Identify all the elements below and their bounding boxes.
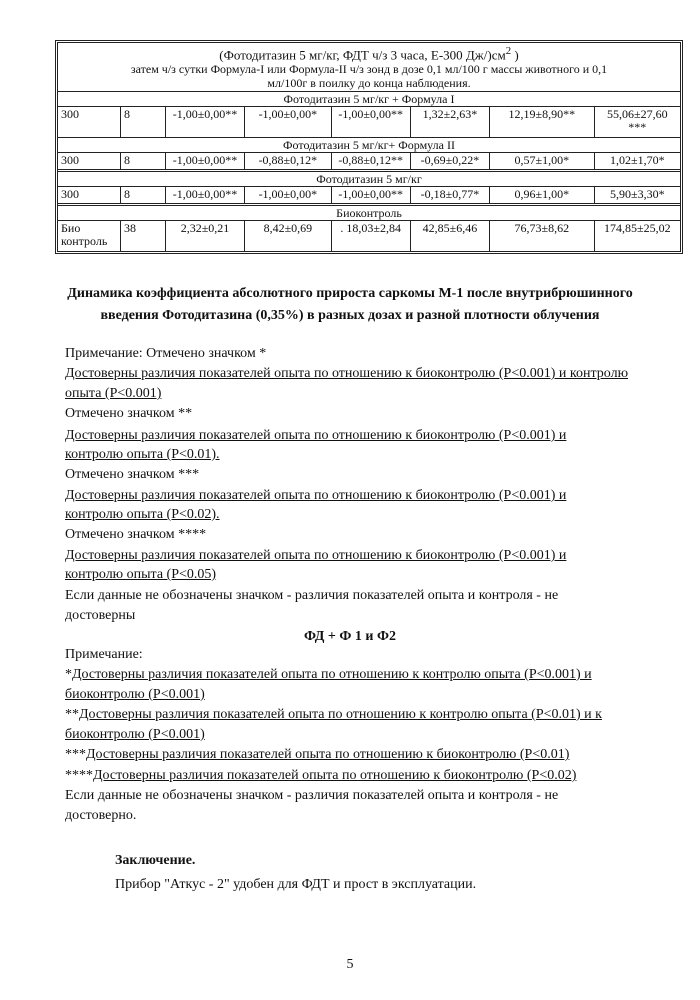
section-title: Биоконтроль	[58, 203, 680, 220]
note2-d-mark: ****	[65, 768, 93, 783]
table-cell: 1,32±2,63*	[410, 107, 489, 137]
table-cell: -0,88±0,12**	[331, 153, 410, 169]
note2-c-mark: ***	[65, 747, 86, 762]
table-cell: 5,90±3,30*	[594, 187, 680, 203]
table-cell: 300	[61, 107, 79, 122]
table-row	[58, 152, 680, 169]
table-cell: 8	[120, 107, 165, 137]
figure-title-line-2: введения Фотодитазина (0,35%) в разных дозах и разной плотности облучения	[100, 308, 600, 323]
note-3-line-1: Достоверны различия показателей опыта по отношению к биоконтролю (Р<0.001) и	[65, 488, 567, 503]
page-number: 5	[346, 957, 354, 972]
table-cell: Био контроль	[61, 221, 108, 249]
note-label: Примечание: Отмечено значком *	[65, 346, 267, 361]
note2-a-line-2: биоконтролю (Р<0.001)	[65, 687, 205, 702]
table-cell: 12,19±8,90**	[489, 107, 594, 137]
table-cell: . 18,03±2,84	[331, 221, 410, 251]
note2-b-line-2: биоконтролю (Р<0.001)	[65, 727, 205, 742]
table-header	[58, 43, 680, 91]
table-cell: 55,06±27,60 ***	[594, 107, 680, 137]
note2-label: Примечание:	[65, 647, 143, 662]
conclusion-title: Заключение.	[115, 853, 196, 868]
table-cell: 76,73±8,62	[489, 221, 594, 251]
results-table	[55, 40, 683, 254]
table-cell: 2,32±0,21	[165, 221, 244, 251]
note2-d-line	[65, 767, 576, 785]
note2-b-text: Достоверны различия показателей опыта по отношению к контролю опыта (Р<0.01) и к	[79, 707, 602, 722]
note-else-line-1: Если данные не обозначены значком - различия показателей опыта и контроля - не	[65, 588, 559, 603]
note2-a-text: Достоверны различия показателей опыта по отношению к контролю опыта (Р<0.001) и	[72, 667, 592, 682]
note2-else-line-1: Если данные не обозначены значком - различия показателей опыта и контроля - не	[65, 788, 559, 803]
header-line-1-end: )	[511, 47, 519, 63]
note-4-mark: Отмечено значком ****	[65, 527, 207, 542]
table-cell: 300	[61, 153, 79, 168]
header-line-3: мл/100г в поилку до конца наблюдения.	[267, 76, 471, 91]
table-cell: -1,00±0,00**	[165, 187, 244, 203]
table-cell: -1,00±0,00*	[244, 107, 330, 137]
note2-c-line	[65, 746, 569, 764]
table-row	[58, 106, 680, 137]
table-cell: 0,96±1,00*	[489, 187, 594, 203]
note-4-line-1: Достоверны различия показателей опыта по отношению к биоконтролю (Р<0.001) и	[65, 548, 567, 563]
table-cell: -1,00±0,00**	[165, 153, 244, 169]
table-cell: 300	[61, 187, 79, 202]
note2-d-text: Достоверны различия показателей опыта по отношению к биоконтролю (Р<0.02)	[93, 768, 577, 783]
note2-else-line-2: достоверно.	[65, 808, 137, 823]
header-line-1-text: (Фотодитазин 5 мг/кг, ФДТ ч/з 3 часа, Е-300 Дж/)см	[219, 47, 506, 63]
note-1-line-1: Достоверны различия показателей опыта по отношению к биоконтролю (Р<0.001) и контролю	[65, 366, 629, 381]
note-3-mark: Отмечено значком ***	[65, 467, 200, 482]
table-cell: 1,02±1,70*	[594, 153, 680, 169]
section-title: Фотодитазин 5 мг/кг+ Формула II	[58, 137, 680, 152]
note-2-mark: Отмечено значком **	[65, 406, 193, 421]
table-cell: -1,00±0,00*	[244, 187, 330, 203]
subheading: ФД + Ф 1 и Ф2	[303, 629, 397, 644]
table-cell: 8	[120, 153, 165, 169]
table-cell: -1,00±0,00**	[165, 107, 244, 137]
table-cell: -1,00±0,00**	[331, 187, 410, 203]
header-line-1	[60, 44, 678, 62]
table-cell: -0,69±0,22*	[410, 153, 489, 169]
table-cell: 8	[120, 187, 165, 203]
note2-c-text: Достоверны различия показателей опыта по отношению к биоконтролю (Р<0.01)	[86, 747, 570, 762]
table-row	[58, 186, 680, 203]
table-cell: 8,42±0,69	[244, 221, 330, 251]
note-2-line-1: Достоверны различия показателей опыта по отношению к биоконтролю (Р<0.001) и	[65, 428, 567, 443]
note2-b-mark: **	[65, 707, 79, 722]
table-sections	[58, 91, 680, 251]
note-3-line-2: контролю опыта (Р<0.02).	[65, 507, 220, 522]
section-title: Фотодитазин 5 мг/кг	[58, 169, 680, 186]
note-2-line-2: контролю опыта (Р<0.01).	[65, 447, 220, 462]
table-cell: -0,18±0,77*	[410, 187, 489, 203]
table-cell: -0,88±0,12*	[244, 153, 330, 169]
table-row	[58, 220, 680, 251]
note2-b-line-1	[65, 706, 602, 724]
figure-title-line-1: Динамика коэффициента абсолютного прироста саркомы М-1 после внутрибрюшинного	[67, 286, 633, 301]
table-cell: 42,85±6,46	[410, 221, 489, 251]
table-cell: 38	[120, 221, 165, 251]
table-cell: -1,00±0,00**	[331, 107, 410, 137]
conclusion-text: Прибор "Аткус - 2" удобен для ФДТ и прост в эксплуатации.	[115, 877, 477, 892]
header-superscript: 2	[505, 45, 512, 57]
table-cell: 0,57±1,00*	[489, 153, 594, 169]
note-4-line-2: контролю опыта (Р<0.05)	[65, 567, 217, 582]
note-else-line-2: достоверны	[65, 608, 136, 623]
header-line-2: затем ч/з сутки Формула-I или Формула-II ч/з зонд в дозе 0,1 мл/100 г массы животного и 0,1	[130, 62, 608, 77]
table-cell: 174,85±25,02	[594, 221, 680, 251]
note2-a-line-1	[65, 666, 592, 684]
note2-a-mark: *	[65, 667, 72, 682]
section-title: Фотодитазин 5 мг/кг + Формула I	[58, 91, 680, 106]
note-1-line-2: опыта (Р<0.001)	[65, 386, 162, 401]
